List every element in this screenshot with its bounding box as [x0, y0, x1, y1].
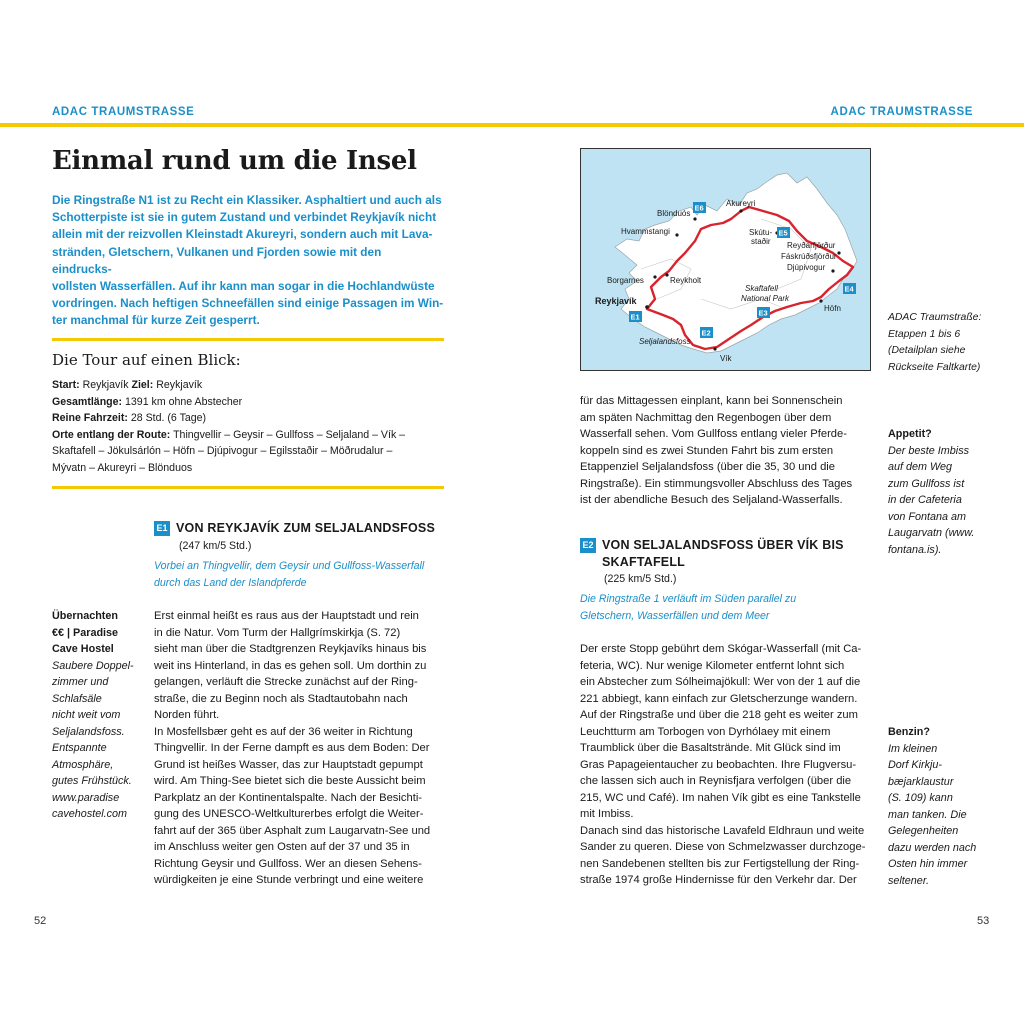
e2-body — [580, 641, 871, 889]
sidebar-line: zimmer und — [52, 676, 109, 688]
e2-body-line: nen Sandebenen stellten bis zur Fertigstellung der Ring- — [580, 857, 860, 870]
dot-hofn — [819, 299, 822, 302]
e1-body-line: gelangen, verläuft die Strecke zunächst auf der Ring- — [154, 676, 418, 688]
dot-blonduos — [693, 217, 696, 220]
e1-body-line: gung des UNESCO-Weltkulturerbes erfolgt die Weiter- — [154, 808, 424, 820]
e1-body-line: Richtung Geysir und Gullfoss. Wer an diesen Sehens- — [154, 857, 422, 870]
glance-title: Die Tour auf einen Blick: — [52, 351, 241, 369]
length-value: 1391 km ohne Abstecher — [125, 395, 243, 408]
e1-continued-line: koppeln sind es zwei Stunden Fahrt bis zum ersten — [580, 444, 834, 457]
fact-time — [52, 410, 444, 427]
intro-line: ter manchmal für kurze Zeit gesperrt. — [52, 313, 260, 328]
e2-heading — [580, 537, 880, 571]
page-title: Einmal rund um die Insel — [52, 146, 417, 176]
e2-title-line2: SKAFTAFELL — [602, 555, 686, 569]
e2-body-line: Der erste Stopp gebührt dem Skógar-Wasserfall (mit Ca- — [580, 643, 862, 655]
start-label: Start: — [52, 379, 80, 391]
page-number-right: 53 — [977, 915, 990, 927]
sidebar-line: in der Cafeteria — [888, 494, 962, 506]
e1-body-line: würdigkeiten je eine Stunde verbringt und eine weitere — [154, 874, 424, 886]
e1-continued-line: Wasserfall sehen. Vom Gullfoss entlang vieler Pferde- — [580, 428, 847, 440]
sidebar-line: (S. 109) kann — [888, 792, 953, 804]
intro-line: Schotterpiste ist sie in gutem Zustand und verbindet Reykjavík nicht — [52, 210, 437, 225]
sidebar-line: zum Gullfoss ist — [888, 477, 965, 490]
sidebar-uebernachten-title: Übernachten — [52, 610, 118, 622]
e1-heading — [154, 520, 435, 537]
sidebar-line: von Fontana am — [888, 510, 967, 523]
time-value: 28 Std. (6 Tage) — [130, 412, 207, 424]
sidebar-line: Dorf Kirkju- — [888, 759, 942, 771]
e2-body-line: Leuchtturm am Torbogen von Dyrhólaey mit einem — [580, 725, 831, 738]
e1-body-line: Thingvellir. In der Ferne dampft es aus dem Boden: Der — [154, 742, 430, 754]
map-badge-e3 — [757, 307, 770, 318]
map-badge-e4 — [843, 283, 856, 294]
map-caption-line: ADAC Traumstraße: — [888, 312, 982, 323]
map-label-vik: Vík — [720, 354, 732, 363]
map-label-seljalandsfoss: Seljalandsfoss — [639, 337, 691, 346]
e2-distance: (225 km/5 Std.) — [604, 573, 677, 585]
map-caption-line: (Detailplan siehe — [888, 345, 966, 356]
sidebar-line: gutes Frühstück. — [52, 775, 132, 787]
map-label-skutustadir: staðir — [751, 237, 771, 246]
intro-paragraph — [52, 192, 444, 330]
dot-reydarfjordur — [837, 251, 840, 254]
sidebar-hostel-name: Cave Hostel — [52, 643, 114, 655]
map-badge-e1 — [629, 311, 642, 322]
map-label-hofn: Höfn — [824, 304, 841, 313]
length-label: Gesamtlänge: — [52, 395, 123, 408]
dot-vik — [713, 347, 716, 350]
intro-line: allein mit der reizvollen Kleinstadt Akureyri, sondern auch mit Lava- — [52, 227, 433, 242]
map-label-reykholt: Reykholt — [670, 276, 702, 285]
sidebar-line: Der beste Imbiss — [888, 444, 970, 457]
places-label: Orte entlang der Route: — [52, 428, 171, 441]
map-badge-e5 — [777, 227, 790, 238]
e1-body-line: Grund ist heißes Wasser, das zur Hauptstadt gepumpt — [154, 758, 423, 771]
sidebar-uebernachten — [52, 608, 148, 823]
fact-length — [52, 394, 444, 411]
svg-text:E1: E1 — [630, 312, 640, 322]
e1-body-line: In Mosfellsbær geht es auf der 36 weiter in Richtung — [154, 725, 413, 738]
svg-text:E6: E6 — [694, 203, 704, 213]
dot-hvammstangi — [675, 233, 678, 236]
e1-body-line: Parkplatz an der Kontinentalspalte. Nach der Besichti- — [154, 791, 423, 804]
e1-continued-line: am späten Nachmittag den Regenbogen über dem — [580, 411, 832, 424]
route-map — [580, 148, 871, 371]
sidebar-price: €€ | Paradise — [52, 626, 119, 639]
sidebar-benzin — [888, 724, 1008, 889]
sidebar-appetit — [888, 426, 1008, 558]
e1-subtitle-line: Vorbei an Thingvellir, dem Geysir und Gullfoss-Wasserfall — [154, 560, 425, 572]
e1-body-line: in die Natur. Vom Turm der Hallgrímskirkja (S. 72) — [154, 626, 401, 639]
divider-bottom — [52, 486, 444, 489]
e2-body-line: feteria, WC). Nur wenige Kilometer entfernt lohnt sich — [580, 659, 845, 672]
e2-body-line: Danach sind das historische Lavafeld Eldhraun und weite — [580, 824, 865, 837]
e2-body-line: ein Abstecher zum Sólheimajökull: Wer von der 1 auf die — [580, 676, 861, 688]
map-label-national-park: National Park — [741, 294, 790, 303]
e2-body-line: straße 1974 große Hindernisse für den Verkehr dar. Der — [580, 874, 857, 886]
e2-badge: E2 — [580, 538, 596, 553]
sidebar-link-line: fontana.is). — [888, 543, 942, 556]
intro-line: stränden, Gletschern, Vulkanen und Fjorden sowie mit den eindrucks- — [52, 244, 382, 276]
running-head-right: ADAC TRAUMSTRASSE — [830, 106, 973, 118]
e1-continued-line: Etappenziel Seljalandsfoss (über die 35, 30 und die — [580, 461, 836, 473]
intro-line: vollsten Wasserfällen. Auf ihr kann man sogar in die Hochlandwüste — [52, 279, 435, 294]
places-line: Thingvellir – Geysir – Gullfoss – Seljaland – Vík – — [173, 428, 406, 441]
sidebar-line: dazu werden nach — [888, 841, 977, 854]
map-label-borgarnes: Borgarnes — [607, 276, 644, 285]
map-caption-line: Etappen 1 bis 6 — [888, 328, 961, 340]
e1-subtitle-line: durch das Land der Islandpferde — [154, 576, 307, 589]
sidebar-line: Entspannte — [52, 742, 107, 754]
dot-djupivogur — [831, 269, 834, 272]
svg-text:E5: E5 — [778, 228, 788, 238]
dot-borgarnes — [653, 275, 656, 278]
e2-title-line1 — [580, 537, 880, 554]
sidebar-link-line: Laugarvatn (www. — [888, 527, 975, 539]
e2-body-line: 215, WC und Café). Im nahen Vík gibt es eine Tankstelle — [580, 791, 861, 804]
e2-body-line: Sander zu queren. Diese von Schmelzwasser durchzoge- — [580, 841, 866, 853]
divider-top — [52, 338, 444, 341]
e1-continued-line: für das Mittagessen einplant, kann bei Sonnenschein — [580, 395, 843, 407]
e1-distance: (247 km/5 Std.) — [179, 540, 252, 552]
e1-body-line: sieht man über die Stadtgrenzen Reykjavíks hinaus bis — [154, 643, 427, 655]
sidebar-link-line: cavehostel.com — [52, 808, 128, 820]
map-label-faskrudsfjordur: Fáskrúðsfjörður — [781, 252, 837, 261]
e2-body-line: mit Imbiss. — [580, 808, 634, 820]
map-badge-e6 — [693, 202, 706, 213]
map-caption-line: Rückseite Faltkarte) — [888, 361, 981, 373]
map-label-akureyri: Akureyri — [726, 199, 756, 208]
start-value: Reykjavík — [82, 379, 129, 391]
e2-body-line: Gras Papageientaucher zu beobachten. Ihre Flugversu- — [580, 758, 857, 771]
e2-subtitle-line: Die Ringstraße 1 verläuft im Süden parallel zu — [580, 593, 797, 605]
intro-line: Die Ringstraße N1 ist zu Recht ein Klassiker. Asphaltiert und auch als — [52, 193, 442, 207]
e1-subtitle — [154, 558, 454, 591]
sidebar-line: Schlafsäle — [52, 692, 102, 705]
sidebar-line: nicht weit vom — [52, 709, 121, 721]
time-label: Reine Fahrzeit: — [52, 412, 128, 424]
sidebar-line: Seljalandsfoss. — [52, 725, 125, 738]
e1-body — [154, 608, 444, 889]
sidebar-line: seltener. — [888, 874, 930, 887]
e2-body-line: Traumblick über die Basaltstrände. Mit Glück sind im — [580, 742, 841, 754]
e2-subtitle-line: Gletschern, Wasserfällen und dem Meer — [580, 609, 770, 622]
map-label-djupivogur: Djúpivogur — [787, 263, 826, 272]
svg-text:E3: E3 — [758, 308, 768, 318]
e1-title: VON REYKJAVÍK ZUM SELJALANDSFOSS — [176, 521, 435, 535]
sidebar-line: bæjarklaustur — [888, 775, 954, 788]
map-label-blonduos: Blönduós — [657, 209, 691, 218]
iceland-map-svg — [581, 149, 871, 371]
sidebar-benzin-title: Benzin? — [888, 726, 930, 738]
map-label-reydarfjordur: Reyðarfjörður — [787, 241, 836, 250]
e2-body-line: 221 abbiegt, kann einfach zur Gletscherzunge wandern. — [580, 692, 858, 705]
e1-body-line: im Anschluss weiter gen Osten auf der 37 und 35 in — [154, 841, 410, 853]
tour-facts — [52, 377, 444, 476]
dot-reykjavik — [645, 305, 649, 309]
e2-title: VON SELJALANDSFOSS ÜBER VÍK BIS — [602, 538, 844, 552]
ziel-label: Ziel: — [131, 379, 154, 391]
map-label-skutustadir: Skútu- — [749, 228, 773, 237]
e1-continued-line: ist der abendliche Besuch des Seljaland-Wasserfalls. — [580, 494, 843, 506]
e1-body-continued — [580, 393, 871, 509]
sidebar-line: man tanken. Die — [888, 808, 967, 821]
sidebar-link-line: www.paradise — [52, 791, 120, 804]
sidebar-appetit-title: Appetit? — [888, 428, 932, 440]
e1-continued-line: Ringstraße). Ein stimmungsvoller Abschluss des Tages — [580, 477, 853, 490]
header-rule — [0, 123, 1024, 127]
map-label-hvammstangi: Hvammstangi — [621, 227, 670, 236]
intro-line: vordringen. Nach heftigen Schneefällen sind einige Passagen im Win- — [52, 296, 444, 311]
places-line: Skaftafell – Jökulsárlón – Höfn – Djúpivogur – Egilsstaðir – Möðrudalur – — [52, 445, 393, 457]
running-head-left: ADAC TRAUMSTRASSE — [52, 106, 195, 118]
ziel-value: Reykjavík — [156, 379, 203, 391]
sidebar-line: Im kleinen — [888, 742, 938, 755]
svg-text:E4: E4 — [844, 284, 854, 294]
places-line: Mývatn – Akureyri – Blönduos — [52, 461, 193, 474]
map-label-reykjavik: Reykjavík — [595, 296, 637, 306]
e1-body-line: wird. Am Thing-See bietet sich die beste Aussicht beim — [154, 775, 426, 787]
sidebar-line: Atmosphäre, — [52, 758, 114, 771]
sidebar-line: Saubere Doppel- — [52, 659, 134, 672]
e2-body-line: Auf der Ringstraße und über die 218 geht es weiter zum — [580, 709, 858, 721]
page-number-left: 52 — [34, 915, 47, 927]
e1-body-line: weit ins Hinterland, in das es gehen soll. Um dorthin zu — [154, 659, 427, 672]
e2-body-line: che lassen sich auch in Reynisfjara verfolgen (über die — [580, 775, 852, 787]
fact-places — [52, 427, 444, 444]
e1-body-line: Norden führt. — [154, 709, 220, 721]
map-caption — [888, 310, 1008, 376]
sidebar-line: Gelegenheiten — [888, 825, 959, 837]
map-badge-e2 — [700, 327, 713, 338]
sidebar-line: Osten hin immer — [888, 858, 968, 870]
dot-akureyri — [739, 209, 742, 212]
e1-body-line: Erst einmal heißt es raus aus der Hauptstadt und rein — [154, 610, 419, 622]
svg-text:E2: E2 — [701, 328, 711, 338]
map-label-skaftafell: Skaftafell — [745, 284, 778, 293]
e1-body-line: fahrt auf der 365 über Asphalt zum Laugarvatn-See und — [154, 824, 431, 837]
e1-body-line: straße, die zu Beginn noch als Stadtautobahn nach — [154, 692, 408, 705]
fact-start-ziel — [52, 377, 444, 394]
sidebar-line: auf dem Weg — [888, 461, 953, 473]
dot-reykholt — [665, 273, 668, 276]
e2-subtitle — [580, 591, 880, 624]
e1-badge: E1 — [154, 521, 170, 536]
